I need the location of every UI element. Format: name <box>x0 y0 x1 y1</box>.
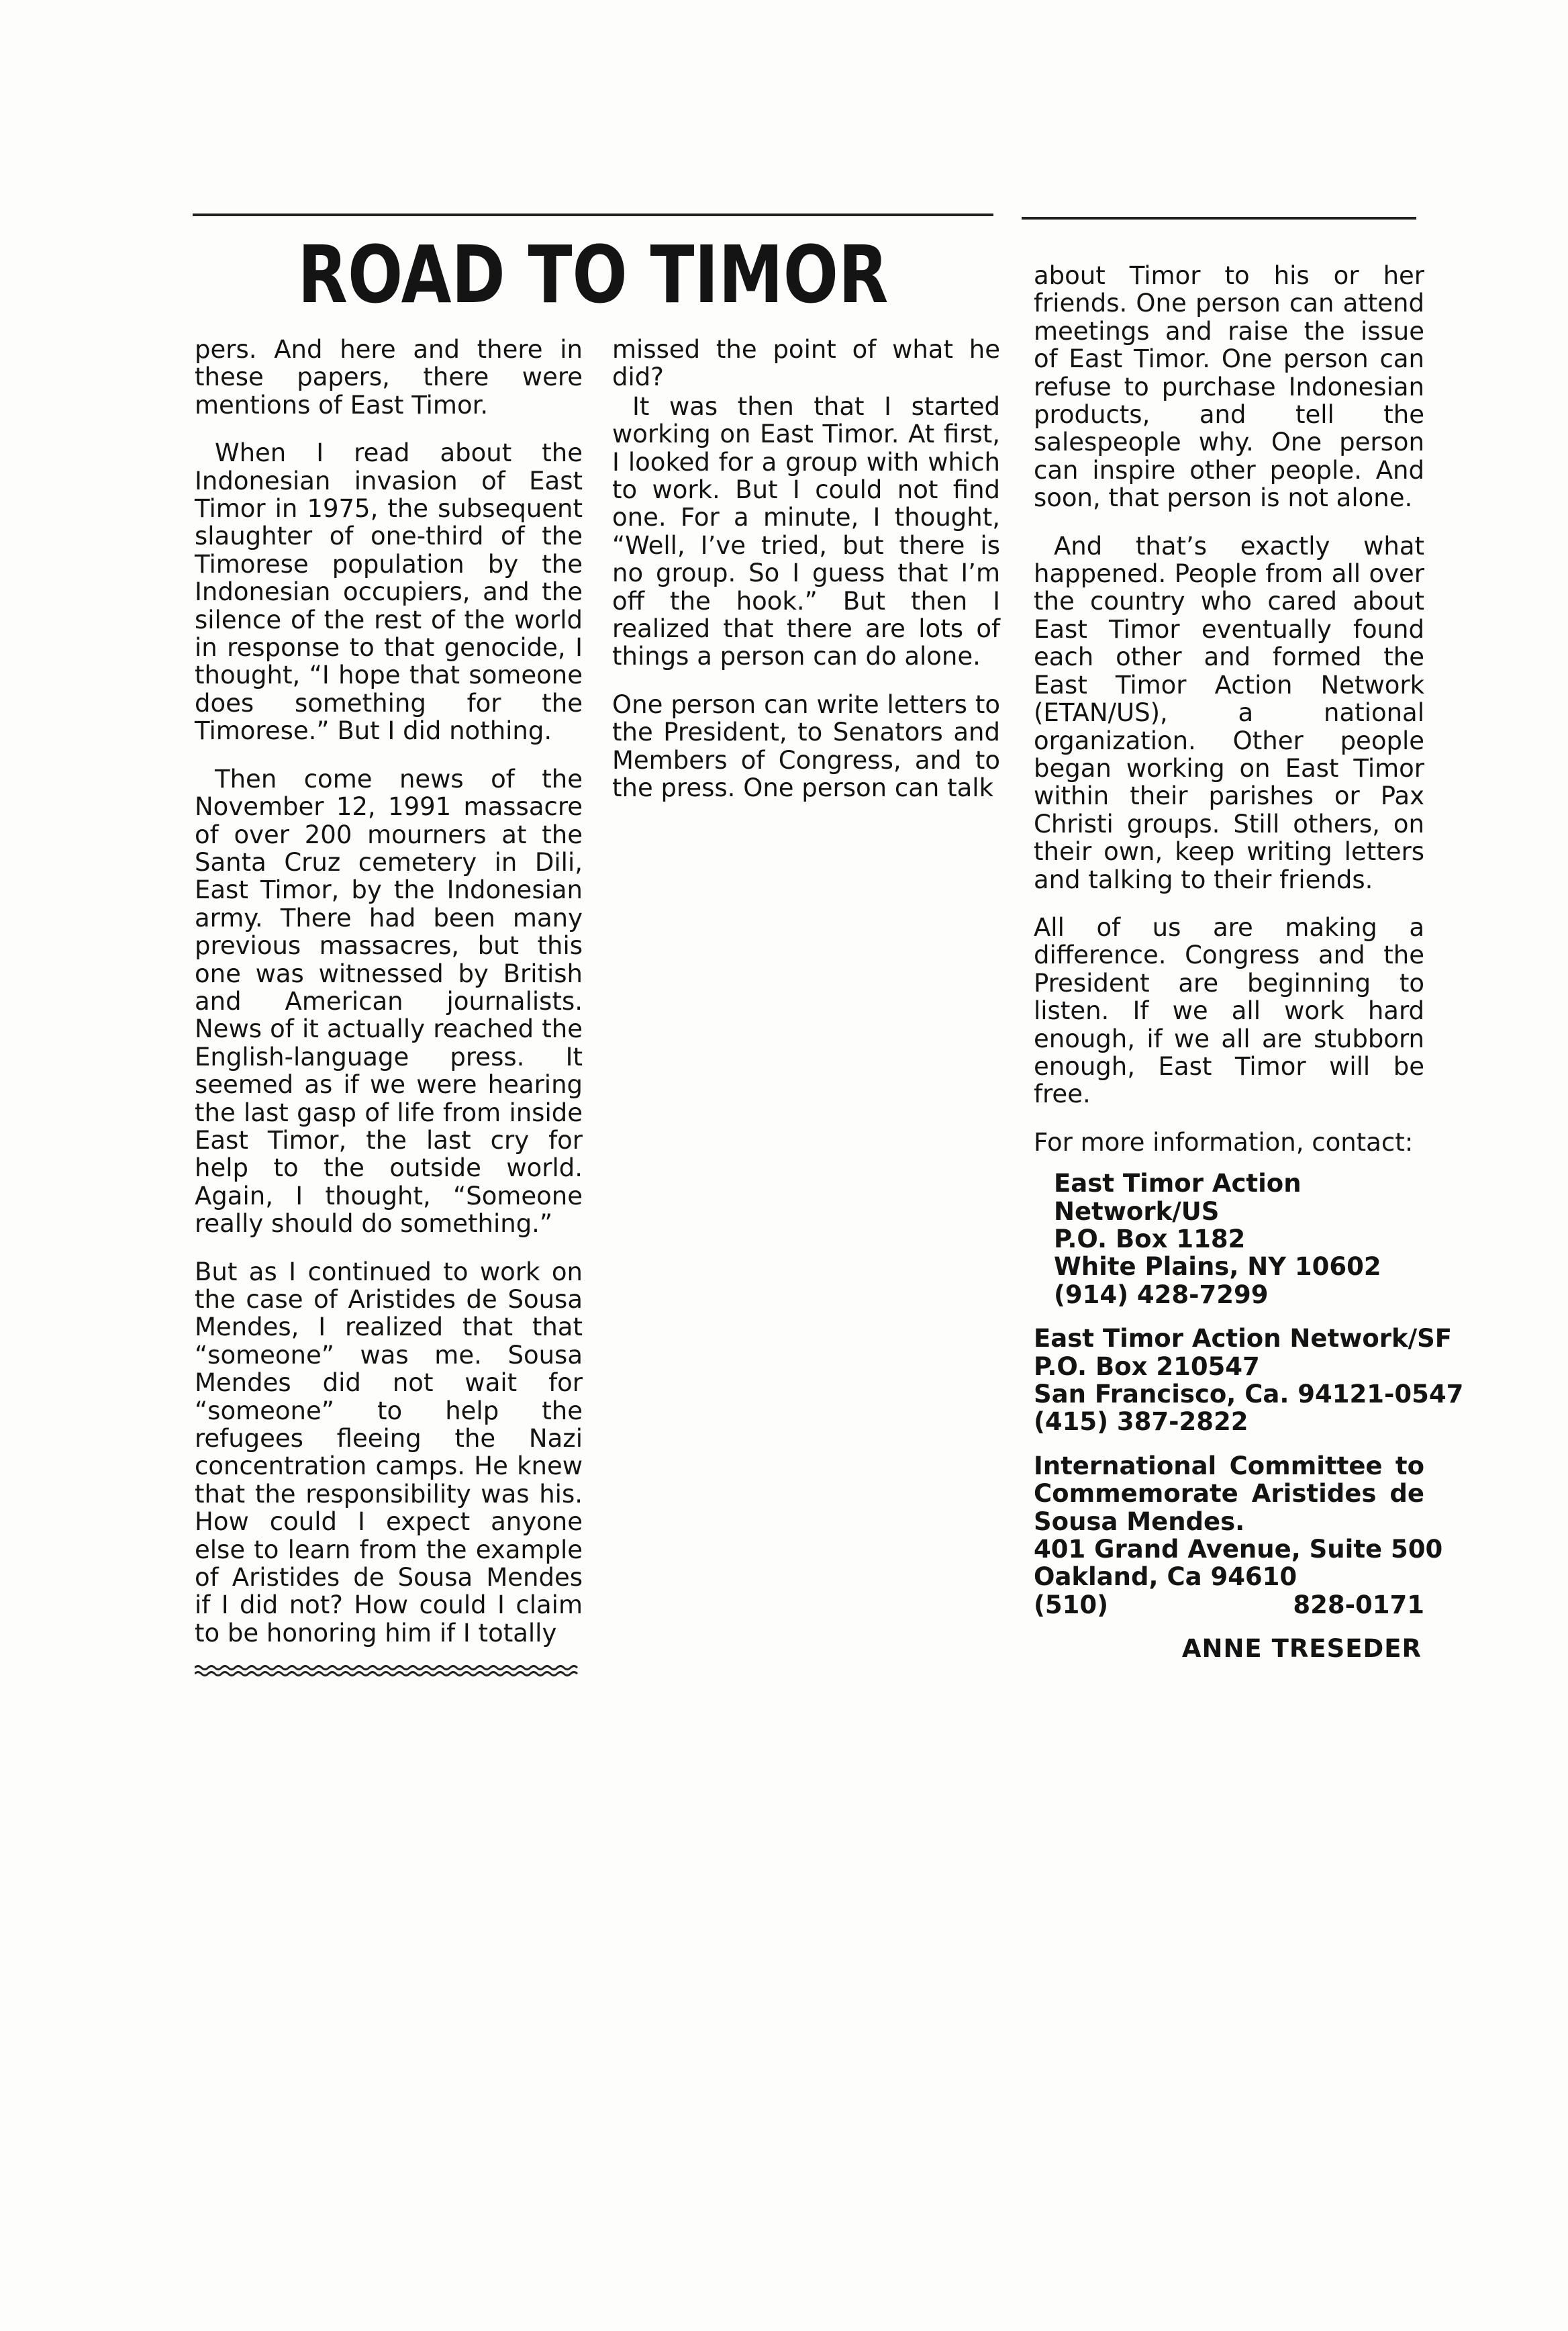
committee-street: 401 Grand Avenue, Suite 500 <box>1034 1535 1443 1564</box>
column-2 <box>612 336 1000 822</box>
end-wave-divider <box>195 1664 579 1678</box>
contact-org: East Timor Action Network/US <box>1054 1169 1302 1226</box>
col3-paragraph-3: All of us are making a difference. Congress and the President are beginning to listen. If we all work hard enough, if we all are stubborn enough, East Timor will be free. <box>1034 912 1424 1109</box>
col1-paragraph-3: Then come news of the November 12, 1991 massacre of over 200 mourners at the Santa Cruz cemetery in Dili, East Timor, by the Indonesian army. There had been many previous massacres, but this one was witnessed by British and American journalists. News of it actually reached the English-language press. It seemed as if we were hearing the last gasp of life from inside East Timor, the last cry for help to the outside world. Again, I thought, “Someone really should do something.” <box>195 764 583 1239</box>
col2-paragraph-2: It was then that I started working on East Timor. At first, I looked for a group with which to work. But I could not find one. For a minute, I thought, “Well, I’ve tried, but there is no group. So I guess that I’m off the hook.” But then I realized that there are lots of things a person can do alone. <box>612 391 1000 671</box>
contact-box: P.O. Box 1182 <box>1054 1225 1246 1253</box>
contact-phone: (914) 428-7299 <box>1054 1280 1269 1309</box>
contact-committee <box>1034 1451 1443 1619</box>
committee-area-code: (510) <box>1034 1590 1109 1619</box>
header-rule-right <box>1022 217 1416 220</box>
contact-intro: For more information, contact: <box>1034 1127 1414 1157</box>
contact-city: San Francisco, Ca. 94121-0547 <box>1034 1380 1464 1409</box>
article-title: ROAD TO TIMOR <box>297 228 889 321</box>
col1-paragraph-4: But as I continued to work on the case of Aristides de Sousa Mendes, I realized that that “someone” was me. Sousa Mendes did not wait for “someone” to help the refugees fleeing the Nazi concentration camps. He knew that the responsibility was his. How could I expect anyone else to learn from the example of Aristides de Sousa Mendes if I did not? How could I claim to be honoring him if I totally <box>195 1257 583 1648</box>
col2-paragraph-1: missed the point of what he did? <box>612 335 1000 392</box>
col3-paragraph-1: about Timor to his or her friends. One person can attend meetings and raise the issue of East Timor. One person can refuse to purchase Indonesian products, and tell the salespeople why. One person can inspire other people. And soon, that person is not alone. <box>1034 261 1424 513</box>
column-3 <box>1034 261 1464 1664</box>
committee-name: International Committee to Commemorate Aristides de Sousa Mendes. <box>1034 1451 1424 1536</box>
col1-paragraph-1: pers. And here and there in these papers, there were mentions of East Timor. <box>195 335 583 420</box>
col2-paragraph-3: One person can write letters to the President, to Senators and Members of Congress, and to the press. One person can talk <box>612 689 1000 803</box>
contact-city: White Plains, NY 10602 <box>1054 1252 1381 1282</box>
contact-phone: (415) 387-2822 <box>1034 1407 1248 1437</box>
contact-etan-us <box>1034 1170 1424 1309</box>
column-1 <box>195 336 583 1647</box>
committee-number: 828-0171 <box>1293 1590 1424 1619</box>
contact-etan-sf <box>1034 1324 1464 1437</box>
header-rule-left <box>193 213 993 216</box>
author-credit: ANNE TRESEDER <box>1181 1634 1422 1664</box>
col1-paragraph-2: When I read about the Indonesian invasion of East Timor in 1975, the subsequent slaughter of one-third of the Timorese population by the Indonesian occupiers, and the silence of the rest of the world in response to that genocide, I thought, “I hope that someone does something for the Timorese.” But I did nothing. <box>195 438 583 746</box>
contact-org: East Timor Action Network/SF <box>1034 1324 1453 1353</box>
committee-phone <box>1034 1591 1424 1619</box>
contact-box: P.O. Box 210547 <box>1034 1351 1260 1381</box>
col3-paragraph-2: And that’s exactly what happened. People from all over the country who cared about East Timor eventually found each other and formed the East Timor Action Network (ETAN/US), a national organization. Other people began working on East Timor within their parishes or Pax Christi groups. Still others, on their own, keep writing letters and talking to their friends. <box>1034 531 1424 894</box>
committee-city: Oakland, Ca 94610 <box>1034 1562 1297 1592</box>
